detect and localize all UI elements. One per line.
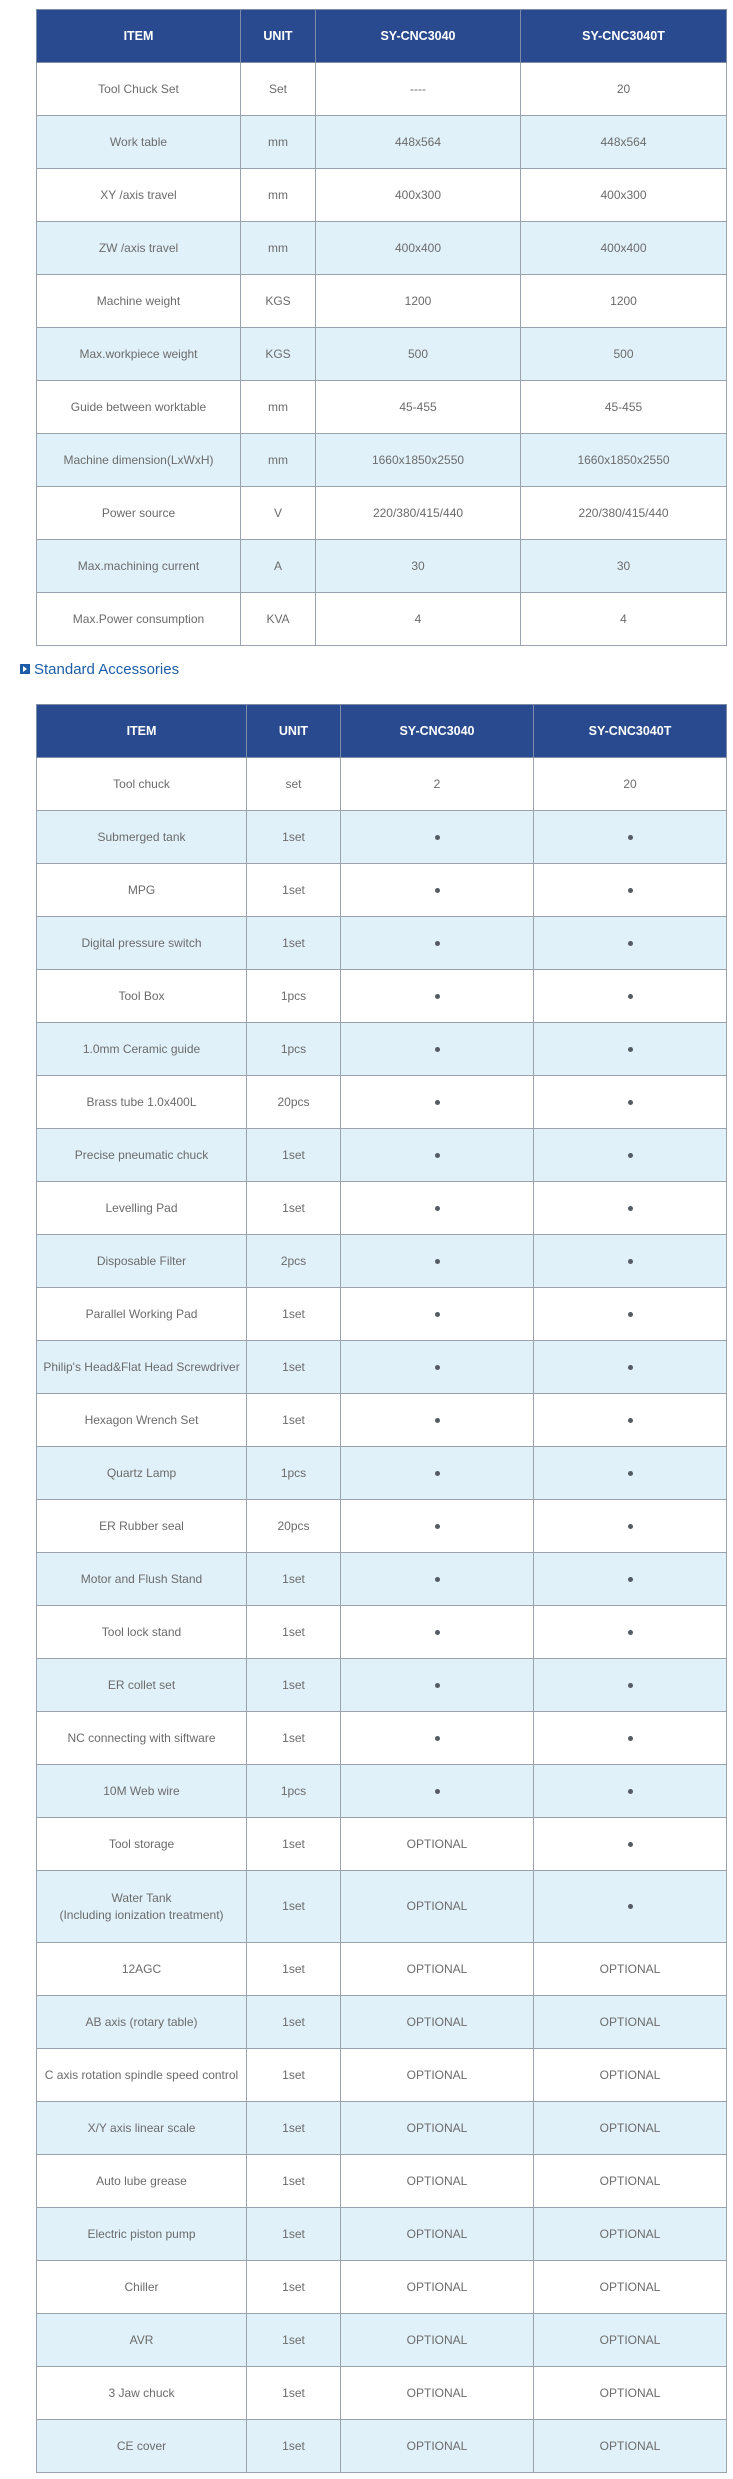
cell-model-3040: [341, 1447, 534, 1500]
cell-model-3040t: [534, 1606, 727, 1659]
cell-model-3040t: OPTIONAL: [534, 1996, 727, 2049]
cell-unit: 1set: [247, 2102, 341, 2155]
included-dot-icon: [628, 1259, 633, 1264]
cell-model-3040: OPTIONAL: [341, 2049, 534, 2102]
table-header-row: [37, 10, 727, 63]
table-row: [37, 275, 727, 328]
cell-model-3040: 2: [341, 758, 534, 811]
cell-model-3040t: [534, 1871, 727, 1943]
cell-unit: 1set: [247, 1712, 341, 1765]
cell-model-3040: [341, 811, 534, 864]
cell-unit: 1set: [247, 1394, 341, 1447]
included-dot-icon: [628, 941, 633, 946]
cell-item: Chiller: [37, 2261, 247, 2314]
cell-model-3040t: [534, 1023, 727, 1076]
cell-model-3040: 220/380/415/440: [316, 487, 521, 540]
cell-item: Auto lube grease: [37, 2155, 247, 2208]
cell-model-3040: [341, 1712, 534, 1765]
cell-model-3040t: OPTIONAL: [534, 2102, 727, 2155]
included-dot-icon: [628, 1047, 633, 1052]
cell-unit: KVA: [241, 593, 316, 646]
included-dot-icon: [628, 994, 633, 999]
cell-model-3040t: OPTIONAL: [534, 2049, 727, 2102]
included-dot-icon: [628, 1736, 633, 1741]
cell-model-3040t: OPTIONAL: [534, 2420, 727, 2473]
cell-item: Max.workpiece weight: [37, 328, 241, 381]
cell-model-3040: 30: [316, 540, 521, 593]
cell-model-3040: OPTIONAL: [341, 2367, 534, 2420]
cell-item: Brass tube 1.0x400L: [37, 1076, 247, 1129]
included-dot-icon: [628, 1904, 633, 1909]
included-dot-icon: [435, 1683, 440, 1688]
cell-item: MPG: [37, 864, 247, 917]
cell-unit: 1set: [247, 2314, 341, 2367]
header-model-3040: SY-CNC3040: [341, 705, 534, 758]
cell-model-3040t: 400x300: [521, 169, 727, 222]
cell-model-3040: [341, 1023, 534, 1076]
header-model-3040t: SY-CNC3040T: [534, 705, 727, 758]
cell-model-3040t: 20: [534, 758, 727, 811]
cell-unit: 1set: [247, 1553, 341, 1606]
cell-model-3040: [341, 1076, 534, 1129]
included-dot-icon: [435, 1736, 440, 1741]
included-dot-icon: [435, 1206, 440, 1211]
included-dot-icon: [435, 1365, 440, 1370]
cell-model-3040: [341, 1765, 534, 1818]
included-dot-icon: [435, 1312, 440, 1317]
included-dot-icon: [628, 1842, 633, 1847]
cell-item: Tool Box: [37, 970, 247, 1023]
included-dot-icon: [435, 1153, 440, 1158]
table-row: [37, 1818, 727, 1871]
cell-unit: 1set: [247, 1182, 341, 1235]
cell-unit: Set: [241, 63, 316, 116]
table-row: [37, 169, 727, 222]
cell-model-3040t: [534, 1500, 727, 1553]
cell-model-3040: 448x564: [316, 116, 521, 169]
cell-model-3040: [341, 1659, 534, 1712]
cell-item: Motor and Flush Stand: [37, 1553, 247, 1606]
cell-model-3040: ----: [316, 63, 521, 116]
table-row: [37, 540, 727, 593]
included-dot-icon: [628, 888, 633, 893]
cell-model-3040: [341, 1341, 534, 1394]
cell-model-3040t: [534, 1447, 727, 1500]
included-dot-icon: [628, 1312, 633, 1317]
cell-model-3040: [341, 1553, 534, 1606]
cell-item: 1.0mm Ceramic guide: [37, 1023, 247, 1076]
cell-item: ZW /axis travel: [37, 222, 241, 275]
header-unit: UNIT: [247, 705, 341, 758]
cell-unit: 1set: [247, 2208, 341, 2261]
cell-model-3040t: 400x400: [521, 222, 727, 275]
table-header-row: [37, 705, 727, 758]
cell-item: Tool chuck: [37, 758, 247, 811]
cell-model-3040t: [534, 1765, 727, 1818]
cell-model-3040t: [534, 1076, 727, 1129]
cell-model-3040t: 4: [521, 593, 727, 646]
table-row: [37, 917, 727, 970]
cell-unit: 1set: [247, 1943, 341, 1996]
cell-model-3040: 45-455: [316, 381, 521, 434]
header-item: ITEM: [37, 10, 241, 63]
cell-model-3040t: OPTIONAL: [534, 2155, 727, 2208]
table-row: [37, 116, 727, 169]
cell-model-3040: OPTIONAL: [341, 2155, 534, 2208]
table-row: [37, 593, 727, 646]
cell-unit: 1pcs: [247, 1447, 341, 1500]
included-dot-icon: [628, 1524, 633, 1529]
cell-item: Max.Power consumption: [37, 593, 241, 646]
included-dot-icon: [628, 1577, 633, 1582]
cell-model-3040t: OPTIONAL: [534, 2208, 727, 2261]
cell-unit: 1set: [247, 1341, 341, 1394]
cell-item: Power source: [37, 487, 241, 540]
cell-unit: 1set: [247, 2261, 341, 2314]
cell-unit: A: [241, 540, 316, 593]
cell-item: [37, 1871, 247, 1943]
cell-unit: 1set: [247, 1288, 341, 1341]
cell-item: Guide between worktable: [37, 381, 241, 434]
table-row: [37, 1182, 727, 1235]
cell-unit: 1pcs: [247, 1765, 341, 1818]
cell-unit: 1set: [247, 2155, 341, 2208]
cell-model-3040t: 1660x1850x2550: [521, 434, 727, 487]
included-dot-icon: [435, 1259, 440, 1264]
cell-model-3040: [341, 1129, 534, 1182]
included-dot-icon: [628, 1418, 633, 1423]
table-row: [37, 1447, 727, 1500]
cell-unit: KGS: [241, 275, 316, 328]
cell-unit: 20pcs: [247, 1500, 341, 1553]
included-dot-icon: [435, 888, 440, 893]
table-row: [37, 381, 727, 434]
cell-unit: 1set: [247, 1129, 341, 1182]
cell-unit: 1set: [247, 2367, 341, 2420]
table-row: [37, 1394, 727, 1447]
table-row: [37, 1606, 727, 1659]
cell-item: Philip's Head&Flat Head Screwdriver: [37, 1341, 247, 1394]
cell-model-3040t: [534, 1341, 727, 1394]
cell-unit: KGS: [241, 328, 316, 381]
cell-line: (Including ionization treatment): [59, 1907, 224, 1922]
table-row: [37, 2367, 727, 2420]
included-dot-icon: [435, 1789, 440, 1794]
cell-model-3040: 400x300: [316, 169, 521, 222]
table-row: [37, 1943, 727, 1996]
cell-model-3040: OPTIONAL: [341, 2420, 534, 2473]
included-dot-icon: [435, 1630, 440, 1635]
cell-item: Parallel Working Pad: [37, 1288, 247, 1341]
cell-model-3040: 1200: [316, 275, 521, 328]
cell-model-3040t: [534, 1553, 727, 1606]
table-row: [37, 2261, 727, 2314]
table-row: [37, 1871, 727, 1943]
table-row: [37, 1341, 727, 1394]
cell-item: Electric piston pump: [37, 2208, 247, 2261]
cell-item: C axis rotation spindle speed control: [37, 2049, 247, 2102]
header-model-3040t: SY-CNC3040T: [521, 10, 727, 63]
cell-model-3040: OPTIONAL: [341, 2261, 534, 2314]
cell-unit: 1set: [247, 1818, 341, 1871]
cell-unit: 1set: [247, 2420, 341, 2473]
included-dot-icon: [435, 1418, 440, 1423]
included-dot-icon: [435, 1047, 440, 1052]
table-row: [37, 2420, 727, 2473]
cell-item: Disposable Filter: [37, 1235, 247, 1288]
table-row: [37, 434, 727, 487]
cell-model-3040t: 45-455: [521, 381, 727, 434]
cell-unit: 1set: [247, 1871, 341, 1943]
table-row: [37, 1712, 727, 1765]
cell-model-3040: [341, 1606, 534, 1659]
cell-model-3040: [341, 1182, 534, 1235]
cell-model-3040: OPTIONAL: [341, 2314, 534, 2367]
cell-model-3040: OPTIONAL: [341, 1871, 534, 1943]
table-row: [37, 1288, 727, 1341]
included-dot-icon: [435, 1524, 440, 1529]
cell-item: Quartz Lamp: [37, 1447, 247, 1500]
cell-model-3040t: 20: [521, 63, 727, 116]
cell-item: Digital pressure switch: [37, 917, 247, 970]
cell-model-3040t: [534, 1394, 727, 1447]
table-row: [37, 864, 727, 917]
table-row: [37, 328, 727, 381]
cell-unit: 1set: [247, 1606, 341, 1659]
table-row: [37, 2049, 727, 2102]
cell-model-3040t: [534, 864, 727, 917]
cell-item: 3 Jaw chuck: [37, 2367, 247, 2420]
cell-model-3040t: [534, 1288, 727, 1341]
cell-item: Work table: [37, 116, 241, 169]
table-row: [37, 1659, 727, 1712]
cell-model-3040t: [534, 1712, 727, 1765]
cell-model-3040: [341, 1500, 534, 1553]
cell-item: AB axis (rotary table): [37, 1996, 247, 2049]
cell-model-3040: [341, 970, 534, 1023]
cell-model-3040t: OPTIONAL: [534, 2314, 727, 2367]
included-dot-icon: [435, 1471, 440, 1476]
cell-unit: V: [241, 487, 316, 540]
cell-model-3040: 500: [316, 328, 521, 381]
table-row: [37, 222, 727, 275]
header-unit: UNIT: [241, 10, 316, 63]
cell-item: Machine weight: [37, 275, 241, 328]
cell-unit: 20pcs: [247, 1076, 341, 1129]
cell-model-3040t: [534, 1659, 727, 1712]
cell-item: 12AGC: [37, 1943, 247, 1996]
included-dot-icon: [628, 835, 633, 840]
section-title: Standard Accessories: [34, 660, 180, 678]
included-dot-icon: [628, 1206, 633, 1211]
cell-unit: 1set: [247, 1996, 341, 2049]
cell-item: 10M Web wire: [37, 1765, 247, 1818]
section-heading: [20, 659, 179, 679]
cell-model-3040: OPTIONAL: [341, 2208, 534, 2261]
cell-model-3040: [341, 1288, 534, 1341]
cell-item: Machine dimension(LxWxH): [37, 434, 241, 487]
included-dot-icon: [628, 1153, 633, 1158]
cell-model-3040t: OPTIONAL: [534, 2261, 727, 2314]
table-row: [37, 1553, 727, 1606]
included-dot-icon: [628, 1630, 633, 1635]
cell-item: Precise pneumatic chuck: [37, 1129, 247, 1182]
cell-item: AVR: [37, 2314, 247, 2367]
table-row: [37, 2314, 727, 2367]
cell-model-3040: OPTIONAL: [341, 1996, 534, 2049]
included-dot-icon: [435, 835, 440, 840]
cell-unit: mm: [241, 116, 316, 169]
table-row: [37, 758, 727, 811]
cell-unit: mm: [241, 434, 316, 487]
cell-unit: 1pcs: [247, 970, 341, 1023]
cell-model-3040t: 500: [521, 328, 727, 381]
table-row: [37, 2208, 727, 2261]
table-row: [37, 2102, 727, 2155]
cell-unit: set: [247, 758, 341, 811]
table-row: [37, 1500, 727, 1553]
cell-unit: 1pcs: [247, 1023, 341, 1076]
included-dot-icon: [435, 1577, 440, 1582]
cell-model-3040t: [534, 1182, 727, 1235]
cell-model-3040: [341, 917, 534, 970]
cell-item: NC connecting with siftware: [37, 1712, 247, 1765]
table-row: [37, 970, 727, 1023]
included-dot-icon: [628, 1789, 633, 1794]
cell-model-3040: 400x400: [316, 222, 521, 275]
cell-unit: mm: [241, 222, 316, 275]
cell-unit: 1set: [247, 1659, 341, 1712]
cell-item: Max.machining current: [37, 540, 241, 593]
cell-model-3040: OPTIONAL: [341, 1818, 534, 1871]
accessories-table-body: [37, 758, 727, 2473]
cell-unit: mm: [241, 381, 316, 434]
included-dot-icon: [628, 1365, 633, 1370]
cell-model-3040t: 448x564: [521, 116, 727, 169]
cell-unit: 1set: [247, 811, 341, 864]
cell-model-3040: 4: [316, 593, 521, 646]
cell-item: Tool storage: [37, 1818, 247, 1871]
cell-item: Levelling Pad: [37, 1182, 247, 1235]
table-row: [37, 1765, 727, 1818]
cell-model-3040t: [534, 917, 727, 970]
cell-item: ER collet set: [37, 1659, 247, 1712]
cell-model-3040t: [534, 1818, 727, 1871]
table-row: [37, 63, 727, 116]
table-row: [37, 1129, 727, 1182]
included-dot-icon: [628, 1683, 633, 1688]
cell-model-3040: [341, 864, 534, 917]
cell-item: ER Rubber seal: [37, 1500, 247, 1553]
included-dot-icon: [435, 1100, 440, 1105]
cell-unit: 1set: [247, 864, 341, 917]
cell-model-3040: 1660x1850x2550: [316, 434, 521, 487]
cell-item: Hexagon Wrench Set: [37, 1394, 247, 1447]
cell-model-3040t: 1200: [521, 275, 727, 328]
accessories-table: [36, 704, 727, 2473]
cell-line: Water Tank: [111, 1890, 172, 1905]
arrow-square-icon: [20, 664, 30, 674]
cell-model-3040: [341, 1235, 534, 1288]
included-dot-icon: [435, 941, 440, 946]
header-model-3040: SY-CNC3040: [316, 10, 521, 63]
cell-unit: 1set: [247, 917, 341, 970]
table-row: [37, 1996, 727, 2049]
spec-table-body: [37, 63, 727, 646]
cell-item: Tool Chuck Set: [37, 63, 241, 116]
cell-item: X/Y axis linear scale: [37, 2102, 247, 2155]
cell-model-3040t: OPTIONAL: [534, 2367, 727, 2420]
cell-model-3040t: [534, 1129, 727, 1182]
table-row: [37, 487, 727, 540]
cell-model-3040t: 220/380/415/440: [521, 487, 727, 540]
table-row: [37, 2155, 727, 2208]
cell-model-3040t: 30: [521, 540, 727, 593]
cell-model-3040t: [534, 1235, 727, 1288]
machine-spec-table: [36, 9, 727, 646]
table-row: [37, 1235, 727, 1288]
table-row: [37, 1076, 727, 1129]
header-item: ITEM: [37, 705, 247, 758]
cell-unit: 1set: [247, 2049, 341, 2102]
included-dot-icon: [435, 994, 440, 999]
cell-item: Tool lock stand: [37, 1606, 247, 1659]
cell-model-3040: OPTIONAL: [341, 1943, 534, 1996]
included-dot-icon: [628, 1471, 633, 1476]
cell-model-3040: OPTIONAL: [341, 2102, 534, 2155]
cell-unit: mm: [241, 169, 316, 222]
cell-model-3040t: [534, 970, 727, 1023]
table-row: [37, 811, 727, 864]
included-dot-icon: [628, 1100, 633, 1105]
cell-model-3040: [341, 1394, 534, 1447]
table-row: [37, 1023, 727, 1076]
cell-model-3040t: OPTIONAL: [534, 1943, 727, 1996]
cell-model-3040t: [534, 811, 727, 864]
cell-item: CE cover: [37, 2420, 247, 2473]
cell-item: Submerged tank: [37, 811, 247, 864]
cell-item: XY /axis travel: [37, 169, 241, 222]
cell-unit: 2pcs: [247, 1235, 341, 1288]
